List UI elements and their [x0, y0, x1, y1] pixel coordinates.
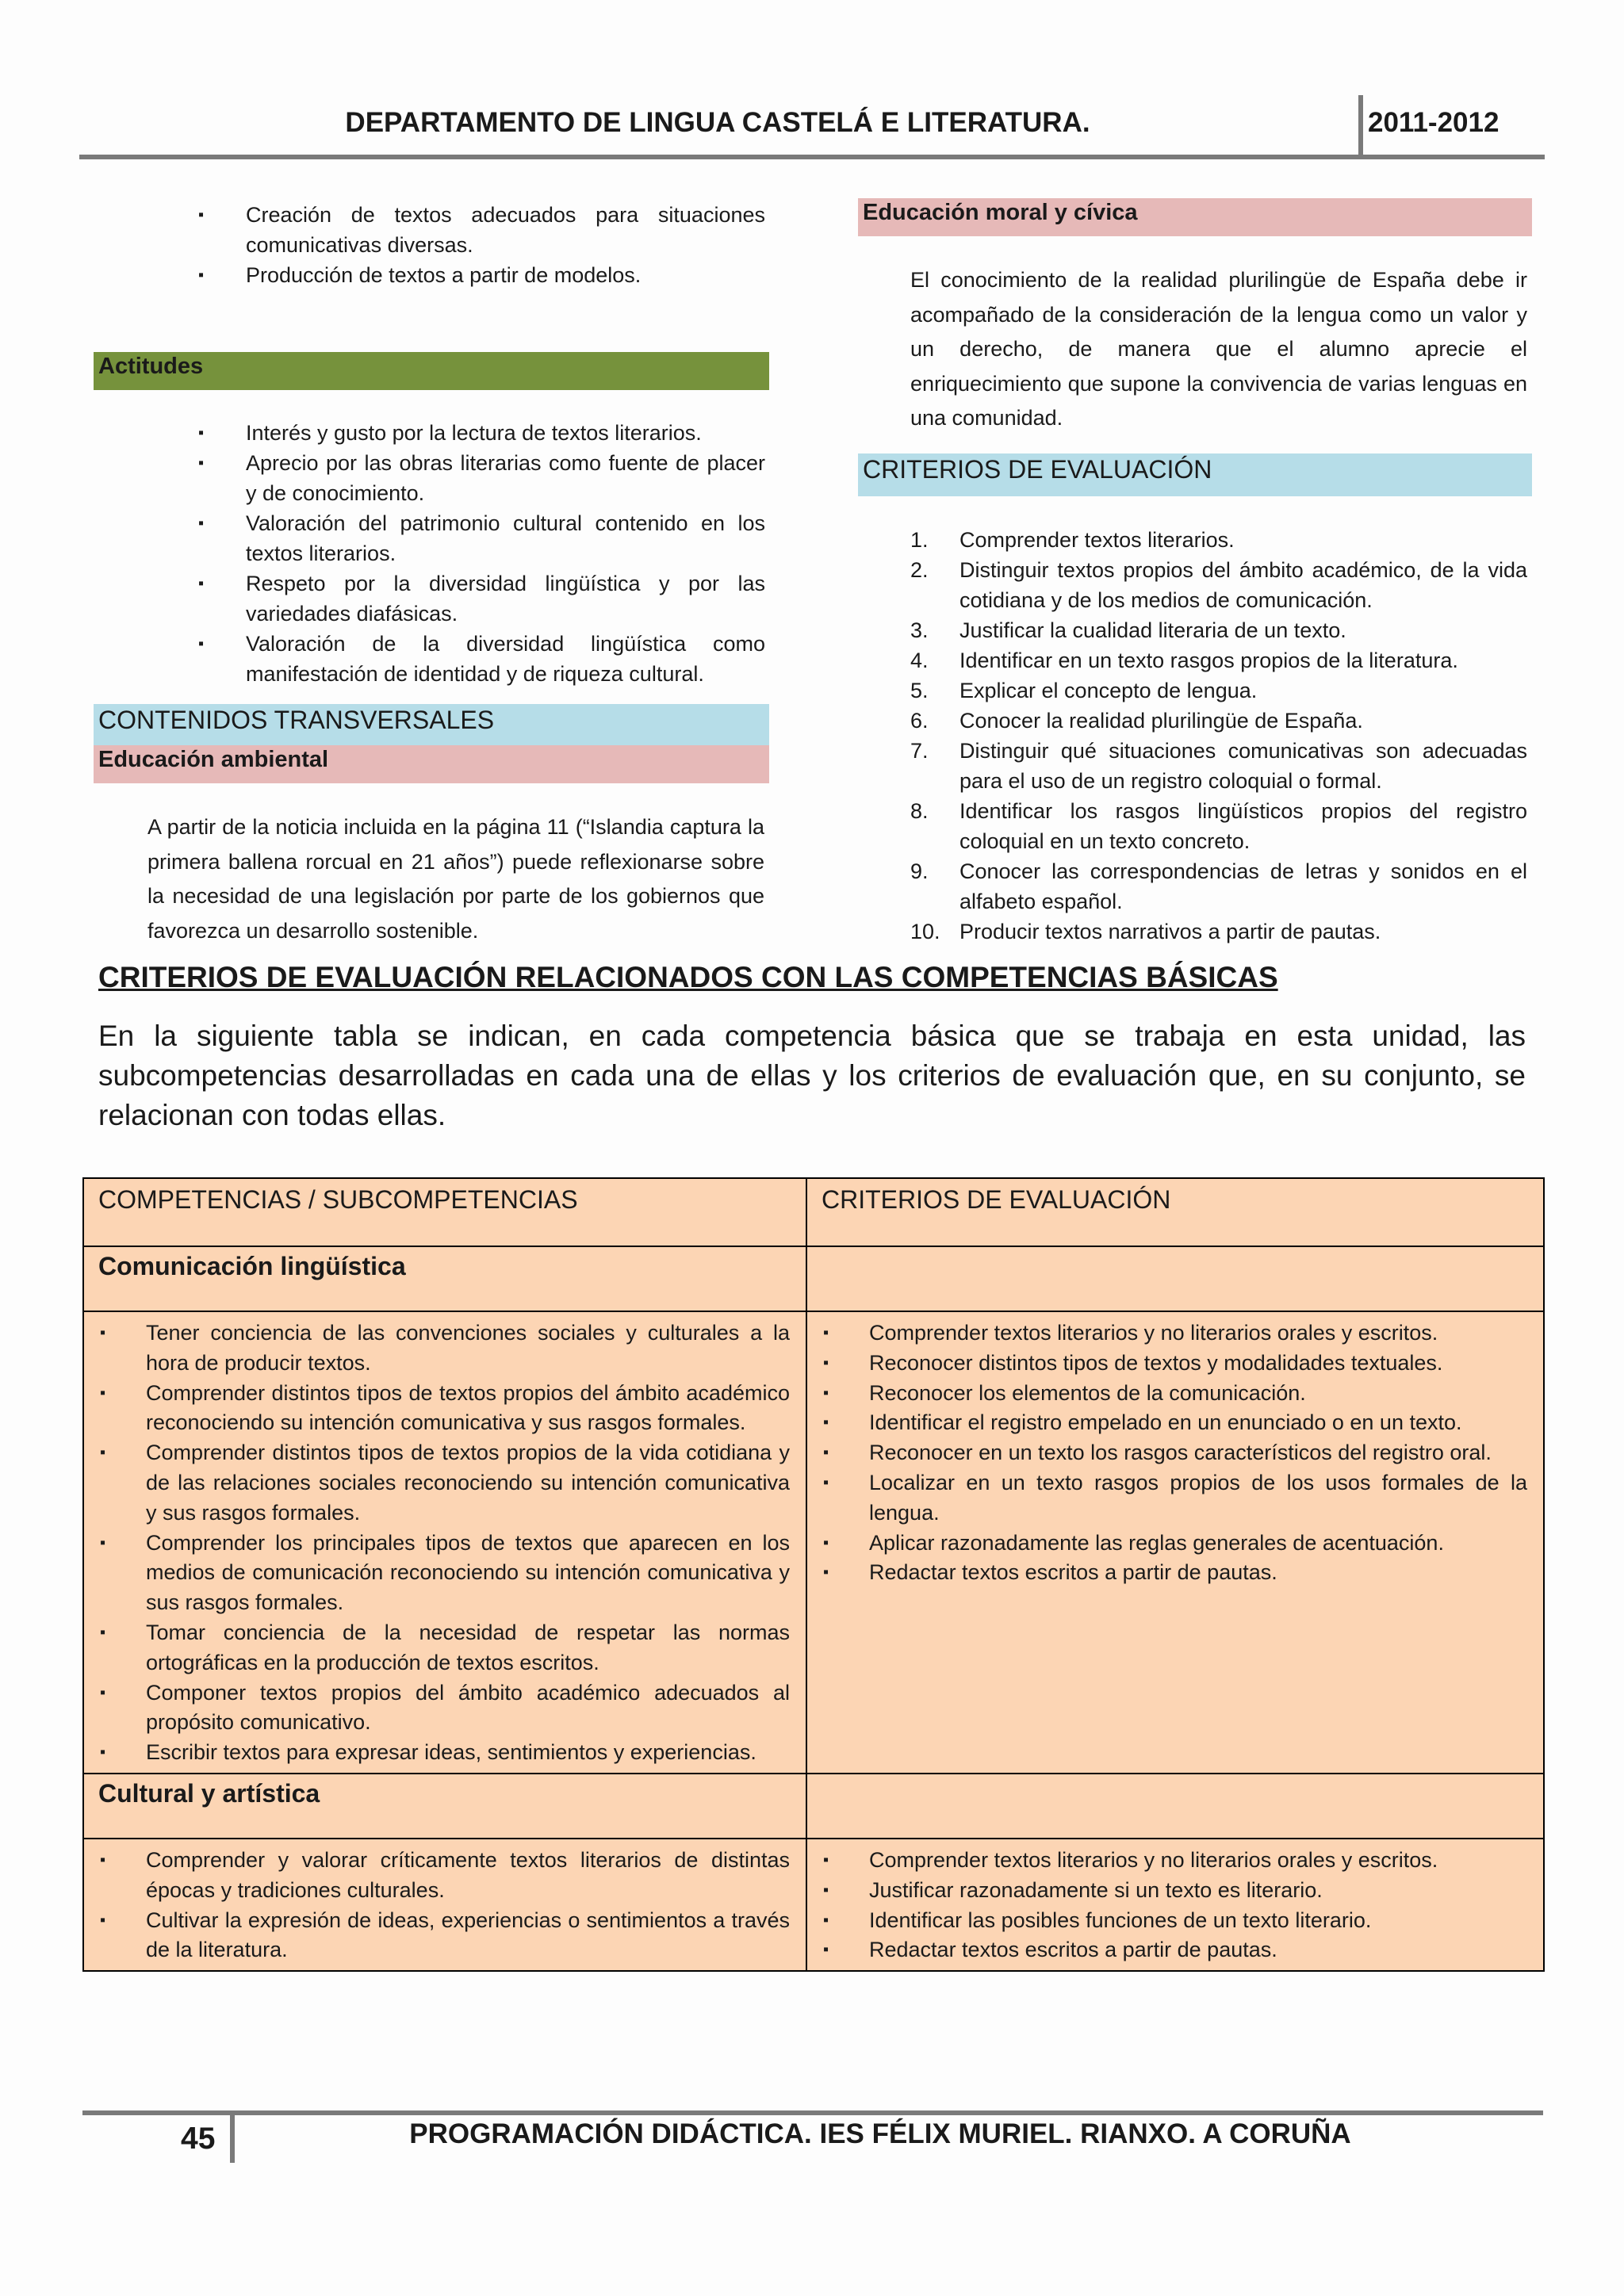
list-item-text: Aprecio por las obras literarias como fuente de placer y de conocimiento. [246, 451, 765, 505]
criterio-item [910, 645, 1527, 675]
list-item-text: Creación de textos adecuados para situaciones comunicativas diversas. [246, 203, 765, 257]
criterio-number: 1. [910, 528, 929, 552]
criterio-text: Distinguir textos propios del ámbito académico, de la vida cotidiana y de los medios de comunicación. [959, 558, 1527, 612]
criterio-number: 5. [910, 679, 929, 702]
list-item-text: Cultivar la expresión de ideas, experiencias o sentimientos a través de la literatura. [146, 1908, 790, 1962]
left-top-list [198, 200, 765, 290]
criterios-cell-list [823, 1846, 1527, 1965]
list-item-text: Producción de textos a partir de modelos. [246, 263, 642, 287]
contenidos-heading: CONTENIDOS TRANSVERSALES [94, 704, 769, 745]
list-item-text: Reconocer distintos tipos de textos y modalidades textuales. [869, 1350, 1443, 1375]
ambiental-heading: Educación ambiental [94, 745, 769, 783]
actitudes-list-wrap [198, 418, 765, 689]
list-item [823, 1906, 1527, 1936]
criterio-item [910, 856, 1527, 916]
list-item [100, 1906, 790, 1966]
list-item [100, 1678, 790, 1739]
list-item-text: Valoración de la diversidad lingüística como manifestación de identidad y de riqueza cultural. [246, 632, 765, 686]
bullet-icon: ▪ [100, 1683, 106, 1701]
list-item-text: Comprender distintos tipos de textos propios del ámbito académico reconociendo su intención comunicativa y sus rasgos formales. [146, 1380, 790, 1435]
criterio-text: Conocer la realidad plurilingüe de España. [959, 709, 1363, 733]
list-item-text: Localizar en un texto rasgos propios de los usos formales de la lengua. [869, 1470, 1527, 1525]
bullet-icon: ▪ [100, 1743, 106, 1762]
footer-text: PROGRAMACIÓN DIDÁCTICA. IES FÉLIX MURIEL. RIANXO. A CORUÑA [409, 2118, 1351, 2149]
bullet-icon: ▪ [198, 575, 205, 592]
bullet-icon: ▪ [100, 1533, 106, 1552]
empty-cell [806, 1246, 1544, 1311]
bullet-icon: ▪ [100, 1911, 106, 1929]
subcompetencias-list [100, 1846, 790, 1965]
list-item [823, 1876, 1527, 1906]
bullet-icon: ▪ [823, 1850, 829, 1869]
list-item [823, 1935, 1527, 1965]
moral-heading: Educación moral y cívica [858, 198, 1532, 236]
criterio-number: 2. [910, 558, 929, 582]
criterio-text: Distinguir qué situaciones comunicativas son adecuadas para el uso de un registro coloquial o formal. [959, 739, 1527, 793]
list-item-text: Comprender y valorar críticamente textos literarios de distintas épocas y tradiciones culturales. [146, 1847, 790, 1902]
list-item-text: Comprender distintos tipos de textos propios de la vida cotidiana y de las relaciones sociales reconociendo su intención comunicativa y sus rasgos formales. [146, 1441, 790, 1525]
list-item [823, 1408, 1527, 1438]
bullet-icon: ▪ [100, 1850, 106, 1869]
bullet-icon: ▪ [823, 1444, 829, 1462]
list-item [198, 418, 765, 448]
bullet-icon: ▪ [198, 206, 205, 224]
criterio-text: Conocer las correspondencias de letras y sonidos en el alfabeto español. [959, 859, 1527, 913]
list-item [100, 1618, 790, 1678]
list-item-text: Comprender los principales tipos de textos que aparecen en los medios de comunicación reconociendo su intención comunicativa y sus rasgos formales. [146, 1530, 790, 1615]
left-top-list-wrap [198, 200, 765, 290]
bullet-icon: ▪ [823, 1473, 829, 1491]
criterios-cell-list [823, 1318, 1527, 1588]
bullet-icon: ▪ [823, 1533, 829, 1552]
criterios-cell [806, 1311, 1544, 1774]
criterios-list [910, 525, 1527, 947]
header-divider [1358, 95, 1363, 159]
list-item [100, 1738, 790, 1768]
criterios-cell [806, 1839, 1544, 1971]
bullet-icon: ▪ [198, 635, 205, 652]
criterio-number: 10. [910, 920, 940, 943]
criterio-item [910, 555, 1527, 615]
bullet-icon: ▪ [100, 1623, 106, 1641]
bullet-icon: ▪ [823, 1563, 829, 1582]
list-item-text: Interés y gusto por la lectura de textos literarios. [246, 421, 702, 445]
actitudes-heading: Actitudes [94, 352, 769, 390]
table-header-row [83, 1178, 1544, 1246]
list-item [823, 1529, 1527, 1559]
list-item-text: Redactar textos escritos a partir de pautas. [869, 1938, 1277, 1962]
list-item-text: Reconocer en un texto los rasgos característicos del registro oral. [869, 1441, 1492, 1465]
list-item [823, 1318, 1527, 1349]
section-title: CRITERIOS DE EVALUACIÓN RELACIONADOS CON LAS COMPETENCIAS BÁSICAS [98, 961, 1278, 993]
list-item-text: Aplicar razonadamente las reglas generales de acentuación. [869, 1530, 1444, 1555]
list-item [198, 200, 765, 260]
subcompetencias-cell [83, 1839, 806, 1971]
competencia-name: Cultural y artística [83, 1774, 806, 1839]
criterio-text: Comprender textos literarios. [959, 528, 1235, 552]
criterio-item [910, 675, 1527, 706]
bullet-icon: ▪ [100, 1444, 106, 1462]
criterio-item [910, 615, 1527, 645]
list-item [823, 1558, 1527, 1588]
table-row [83, 1311, 1544, 1774]
subcompetencias-list [100, 1318, 790, 1768]
bullet-icon: ▪ [100, 1324, 106, 1341]
empty-cell [806, 1774, 1544, 1839]
table-header-criterios: CRITERIOS DE EVALUACIÓN [806, 1178, 1544, 1246]
bullet-icon: ▪ [823, 1911, 829, 1929]
table-row [83, 1839, 1544, 1971]
list-item [198, 508, 765, 568]
criterio-number: 4. [910, 649, 929, 672]
bullet-icon: ▪ [823, 1941, 829, 1959]
list-item-text: Comprender textos literarios y no literarios orales y escritos. [869, 1321, 1438, 1345]
list-item [198, 448, 765, 508]
header-year: 2011-2012 [1368, 107, 1500, 138]
ambiental-text: A partir de la noticia incluida en la página 11 (“Islandia captura la primera ballena rorcual en 21 años”) puede reflexionarse sobre la necesidad de una legislación por parte de los gobiernos que favorezca un desarrollo sostenible. [147, 815, 764, 943]
criterios-heading: CRITERIOS DE EVALUACIÓN [858, 453, 1532, 496]
list-item [198, 629, 765, 689]
list-item-text: Comprender textos literarios y no literarios orales y escritos. [869, 1847, 1438, 1872]
list-item-text: Escribir textos para expresar ideas, sentimientos y experiencias. [146, 1740, 756, 1765]
moral-text: El conocimiento de la realidad plurilingüe de España debe ir acompañado de la consideración de la lengua como un valor y un derecho, de manera que el alumno aprecie el enriquecimiento que supone la convivencia de varias lenguas en una comunidad. [910, 268, 1527, 430]
page-number: 45 [181, 2122, 216, 2156]
bullet-icon: ▪ [823, 1881, 829, 1899]
criterio-number: 3. [910, 618, 929, 642]
criterio-item [910, 916, 1527, 947]
list-item-text: Identificar las posibles funciones de un texto literario. [869, 1908, 1372, 1932]
bullet-icon: ▪ [198, 266, 205, 284]
bullet-icon: ▪ [198, 454, 205, 472]
list-item-text: Componer textos propios del ámbito académico adecuados al propósito comunicativo. [146, 1680, 790, 1735]
list-item-text: Redactar textos escritos a partir de pautas. [869, 1560, 1277, 1585]
list-item [100, 1846, 790, 1906]
criterio-text: Identificar en un texto rasgos propios de la literatura. [959, 649, 1458, 672]
list-item [198, 568, 765, 629]
table-section-row [83, 1246, 1544, 1311]
bullet-icon: ▪ [823, 1383, 829, 1402]
criterio-text: Identificar los rasgos lingüísticos propios del registro coloquial en un texto concreto. [959, 799, 1527, 853]
list-item [100, 1438, 790, 1528]
actitudes-list [198, 418, 765, 689]
header-rule [79, 155, 1545, 159]
table-header-competencias: COMPETENCIAS / SUBCOMPETENCIAS [83, 1178, 806, 1246]
section-intro: En la siguiente tabla se indican, en cada competencia básica que se trabaja en esta unidad, las subcompetencias desarrolladas en cada una de ellas y los criterios de evaluación que, en su conjunto, se relacionan con todas ellas. [98, 1020, 1526, 1131]
criterio-text: Explicar el concepto de lengua. [959, 679, 1258, 702]
bullet-icon: ▪ [823, 1353, 829, 1372]
list-item-text: Identificar el registro empelado en un enunciado o en un texto. [869, 1410, 1462, 1435]
list-item [100, 1318, 790, 1379]
footer-rule [82, 2110, 1543, 2115]
criterio-item [910, 736, 1527, 796]
competencias-table [82, 1177, 1545, 1972]
list-item-text: Tener conciencia de las convenciones sociales y culturales a la hora de producir textos. [146, 1321, 790, 1375]
list-item-text: Justificar razonadamente si un texto es literario. [869, 1877, 1323, 1902]
list-item [823, 1438, 1527, 1468]
bullet-icon: ▪ [823, 1414, 829, 1432]
criterio-number: 8. [910, 799, 929, 823]
bullet-icon: ▪ [823, 1324, 829, 1341]
list-item-text: Reconocer los elementos de la comunicación. [869, 1380, 1306, 1405]
list-item [198, 260, 765, 290]
criterio-text: Justificar la cualidad literaria de un texto. [959, 618, 1346, 642]
criterio-item [910, 525, 1527, 555]
criterio-item [910, 706, 1527, 736]
competencia-name: Comunicación lingüística [83, 1246, 806, 1311]
list-item-text: Valoración del patrimonio cultural contenido en los textos literarios. [246, 511, 765, 565]
list-item [100, 1379, 790, 1439]
table-section-row [83, 1774, 1544, 1839]
bullet-icon: ▪ [198, 424, 205, 442]
criterio-number: 6. [910, 709, 929, 733]
bullet-icon: ▪ [198, 515, 205, 532]
criterio-number: 7. [910, 739, 929, 763]
criterios-list-wrap [910, 525, 1527, 947]
list-item [823, 1468, 1527, 1529]
list-item-text: Tomar conciencia de la necesidad de respetar las normas ortográficas en la producción de textos escritos. [146, 1620, 790, 1674]
criterio-number: 9. [910, 859, 929, 883]
footer-divider [230, 2114, 235, 2163]
criterio-item [910, 796, 1527, 856]
criterio-text: Producir textos narrativos a partir de pautas. [959, 920, 1381, 943]
list-item [823, 1349, 1527, 1379]
subcompetencias-cell [83, 1311, 806, 1774]
bullet-icon: ▪ [100, 1383, 106, 1402]
list-item [823, 1379, 1527, 1409]
header-title: DEPARTAMENTO DE LINGUA CASTELÁ E LITERATURA. [345, 107, 1090, 138]
list-item [100, 1529, 790, 1618]
list-item [823, 1846, 1527, 1876]
list-item-text: Respeto por la diversidad lingüística y por las variedades diafásicas. [246, 572, 765, 626]
